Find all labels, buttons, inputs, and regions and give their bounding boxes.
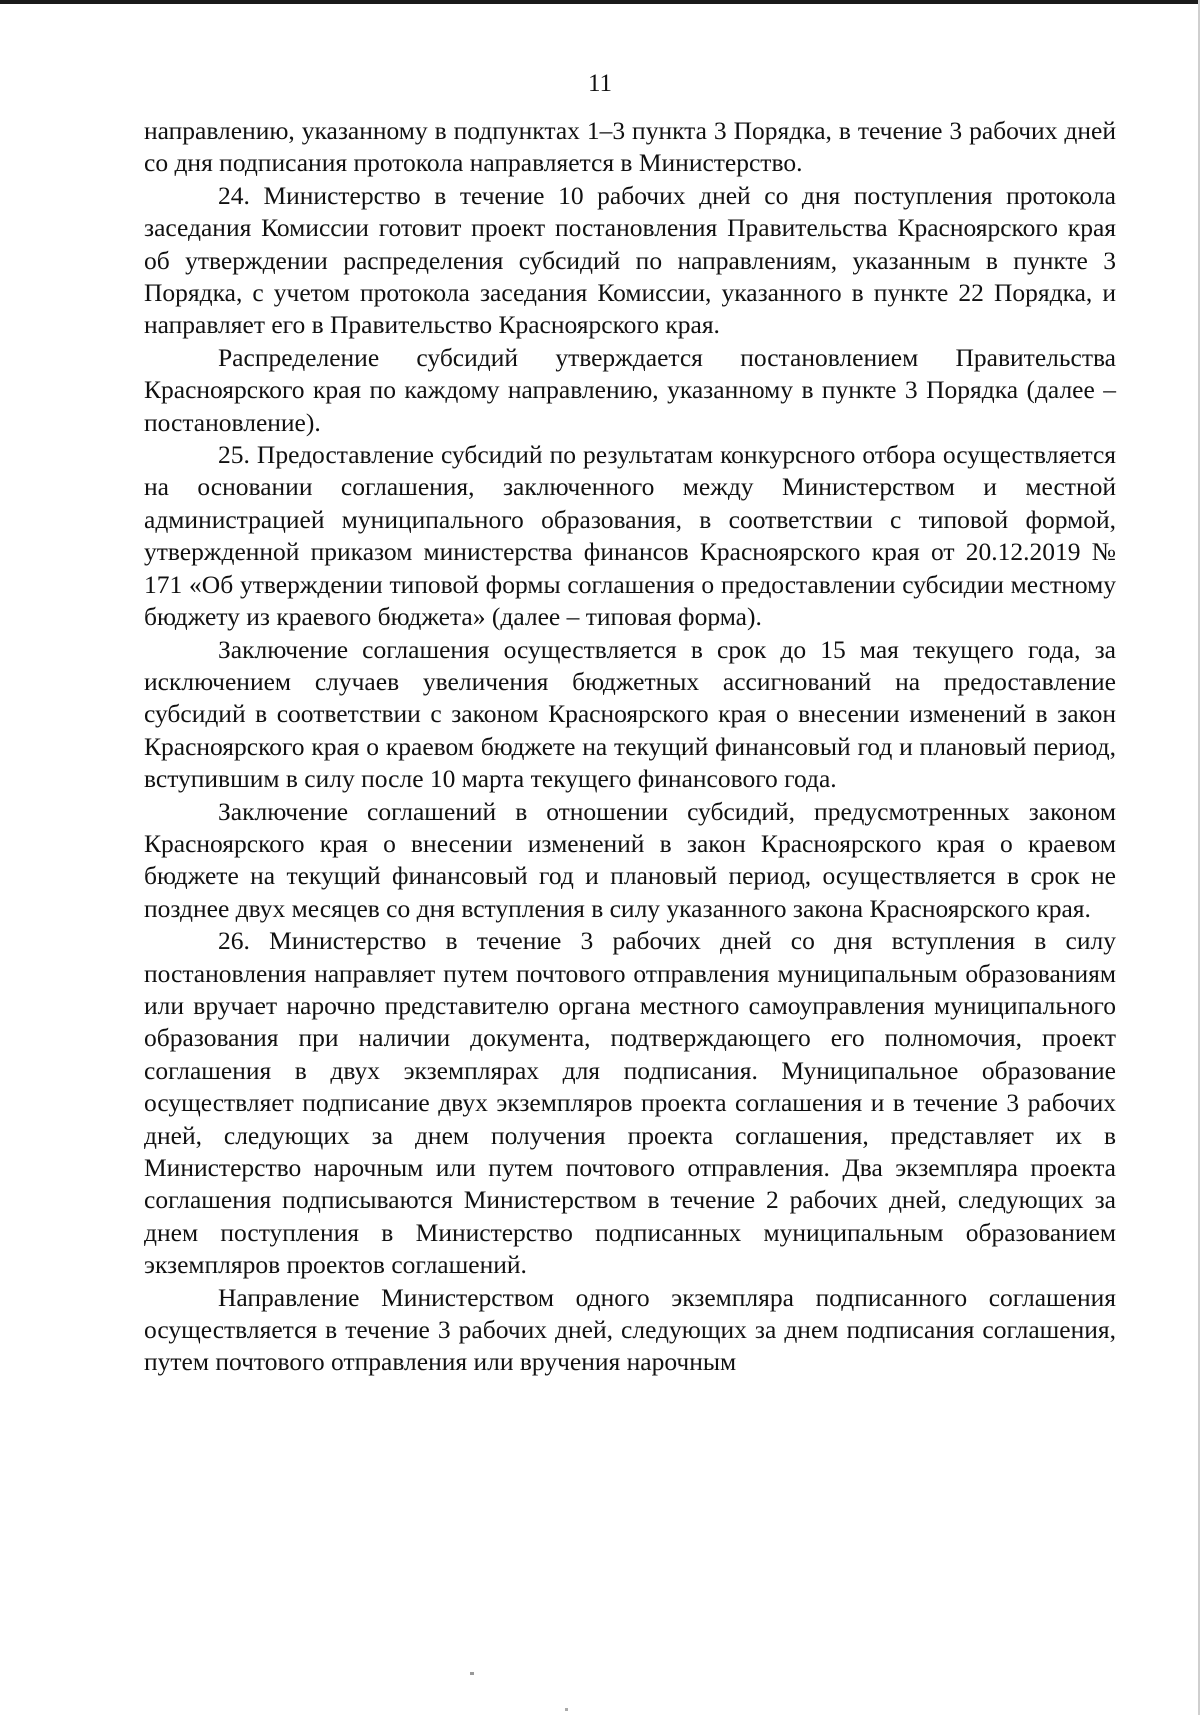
scan-top-edge [0,0,1200,4]
scan-speck [565,1708,568,1711]
paragraph-24-distribution: Распределение субсидий утверждается постановлением Правительства Красноярского края по каждому направлению, указанному в пункте 3 Порядка (далее – постановление). [144,342,1116,437]
paragraph-25: 25. Предоставление субсидий по результатам конкурсного отбора осуществляется на основании соглашения, заключенного между Министерством и местной администрацией муниципального образования, в соответствии с типовой формой, утвержденной приказом министерства финансов Красноярского края от 20.12.2019 № 171 «Об утверждении типовой формы соглашения о предоставлении субсидии местному бюджету из краевого бюджета» (далее – типовая форма). [144,440,1116,632]
paragraph-26: 26. Министерство в течение 3 рабочих дней со дня вступления в силу постановления направляет путем почтового отправления муниципальным образованиям или вручает нарочно представителю органа местного самоуправления муниципального образования при наличии документа, подтверждающего его полномочия, проект соглашения в двух экземплярах для подписания. Муниципальное образование осуществляет подписание двух экземпляров проекта соглашения и в течение 3 рабочих дней, следующих за днем получения проекта соглашения, представляет их в Министерство нарочным или путем почтового отправления. Два экземпляра проекта соглашения подписываются Министерством в течение 2 рабочих дней, следующих за днем поступления в Министерство подписанных муниципальным образованием экземпляров проектов соглашений. [144,926,1116,1280]
scan-speck [470,1672,474,1675]
page-number: 11 [587,70,613,97]
paragraph-26-direction: Направление Министерством одного экземпляра подписанного соглашения осуществляется в течение 3 рабочих дней, следующих за днем подписания соглашения, путем почтового отправления или вручения нарочным [144,1282,1116,1377]
paragraph-continuation: направлению, указанному в подпунктах 1–3 пункта 3 Порядка, в течение 3 рабочих дней со дня подписания протокола направляется в Министерство. [144,116,1116,178]
document-body [144,115,1116,1379]
paragraph-25-conclusion: Заключение соглашения осуществляется в срок до 15 мая текущего года, за исключением случаев увеличения бюджетных ассигнований на предоставление субсидий в соответствии с законом Красноярского края о внесении изменений в закон Красноярского края о краевом бюджете на текущий финансовый год и плановый период, вступившим в силу после 10 марта текущего финансового года. [144,634,1116,794]
paragraph-24: 24. Министерство в течение 10 рабочих дней со дня поступления протокола заседания Комиссии готовит проект постановления Правительства Красноярского края об утверждении распределения субсидий по направлениям, указанным в пункте 3 Порядка, с учетом протокола заседания Комиссии, указанного в пункте 22 Порядка, и направляет его в Правительство Красноярского края. [144,180,1116,340]
paragraph-25-agreements: Заключение соглашений в отношении субсидий, предусмотренных законом Красноярского края о внесении изменений в закон Красноярского края о краевом бюджете на текущий финансовый год и плановый период, осуществляется в срок не позднее двух месяцев со дня вступления в силу указанного закона Красноярского края. [144,796,1116,923]
